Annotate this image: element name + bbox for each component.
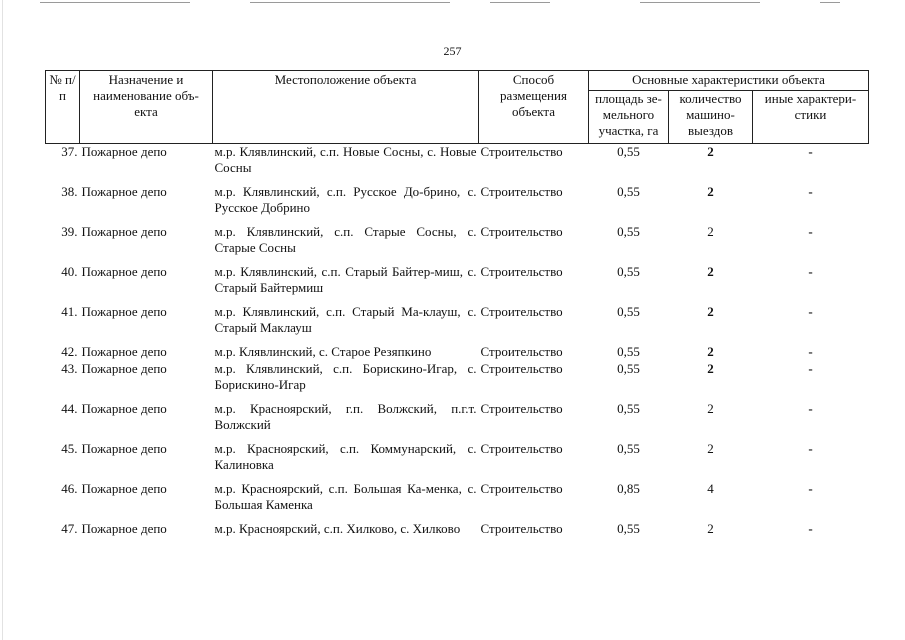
row-number: 44. xyxy=(61,401,78,416)
header-method: Способ размещения объекта xyxy=(479,71,589,144)
vehicle-count: 2 xyxy=(707,344,714,359)
header-area: площадь зе-мельного участка, га xyxy=(589,91,669,144)
land-area: 0,55 xyxy=(617,441,640,456)
row-number: 42. xyxy=(61,344,78,359)
object-name: Пожарное депо xyxy=(81,264,167,279)
object-name: Пожарное депо xyxy=(81,521,167,536)
object-location: м.р. Клявлинский, с.п. Старый Ма-клауш, с. Старый Маклауш xyxy=(214,304,477,335)
land-area: 0,55 xyxy=(617,144,640,159)
object-location: м.р. Красноярский, с.п. Коммунарский, с. Калиновка xyxy=(214,441,477,472)
vehicle-count: 2 xyxy=(707,441,714,456)
object-name: Пожарное депо xyxy=(81,344,167,359)
row-number: 37. xyxy=(61,144,78,159)
object-name: Пожарное депо xyxy=(81,224,167,239)
placement-method: Строительство xyxy=(480,224,563,239)
row-number: 38. xyxy=(61,184,78,199)
object-location: м.р. Клявлинский, с.п. Старый Байтер-миш, с. Старый Байтермиш xyxy=(214,264,477,295)
vehicle-count: 2 xyxy=(707,304,714,319)
object-location: м.р. Клявлинский, с.п. Русское До-брино, с. Русское Добрино xyxy=(214,184,477,215)
page-number: 257 xyxy=(443,44,462,58)
header-other: иные характери-стики xyxy=(753,91,869,144)
other-characteristics: - xyxy=(808,144,813,159)
other-characteristics: - xyxy=(808,441,813,456)
table-row xyxy=(46,521,869,545)
header-vehicles: количество машино-выездов xyxy=(669,91,753,144)
table-row xyxy=(46,401,869,441)
vehicle-count: 2 xyxy=(707,184,714,199)
scan-artifact-line xyxy=(40,2,190,3)
other-characteristics: - xyxy=(808,401,813,416)
vehicle-count: 4 xyxy=(707,481,714,496)
row-number: 46. xyxy=(61,481,78,496)
land-area: 0,55 xyxy=(617,264,640,279)
table-row xyxy=(46,184,869,224)
object-location: м.р. Клявлинский, с.п. Борискино-Игар, с. Борискино-Игар xyxy=(214,361,477,392)
header-characteristics: Основные характеристики объекта xyxy=(589,71,869,91)
table-row xyxy=(46,441,869,481)
land-area: 0,55 xyxy=(617,304,640,319)
placement-method: Строительство xyxy=(480,481,563,496)
header-location: Местоположение объекта xyxy=(213,71,479,144)
header-num: № п/п xyxy=(46,71,80,144)
table-row xyxy=(46,304,869,344)
vehicle-count: 2 xyxy=(707,401,714,416)
land-area: 0,55 xyxy=(617,521,640,536)
object-location: м.р. Красноярский, г.п. Волжский, п.г.т. Волжский xyxy=(214,401,477,432)
placement-method: Строительство xyxy=(480,361,563,376)
object-location: м.р. Красноярский, с.п. Хилково, с. Хилково xyxy=(214,521,461,536)
placement-method: Строительство xyxy=(480,184,563,199)
table-row xyxy=(46,264,869,304)
placement-method: Строительство xyxy=(480,264,563,279)
object-name: Пожарное депо xyxy=(81,401,167,416)
land-area: 0,55 xyxy=(617,344,640,359)
object-name: Пожарное депо xyxy=(81,144,167,159)
object-name: Пожарное депо xyxy=(81,184,167,199)
other-characteristics: - xyxy=(808,361,813,376)
vehicle-count: 2 xyxy=(707,144,714,159)
object-name: Пожарное депо xyxy=(81,441,167,456)
placement-method: Строительство xyxy=(480,521,563,536)
scan-artifact-line xyxy=(820,2,840,3)
header-name: Назначение и наименование объ-екта xyxy=(80,71,213,144)
table-row xyxy=(46,144,869,185)
object-location: м.р. Красноярский, с.п. Большая Ка-менка, с. Большая Каменка xyxy=(214,481,477,512)
vehicle-count: 2 xyxy=(707,264,714,279)
placement-method: Строительство xyxy=(480,344,563,359)
scan-left-edge xyxy=(2,0,3,640)
land-area: 0,55 xyxy=(617,224,640,239)
other-characteristics: - xyxy=(808,481,813,496)
row-number: 39. xyxy=(61,224,78,239)
table-row xyxy=(46,481,869,521)
table-row xyxy=(46,361,869,401)
other-characteristics: - xyxy=(808,264,813,279)
other-characteristics: - xyxy=(808,521,813,536)
object-location: м.р. Клявлинский, с.п. Новые Сосны, с. Новые Сосны xyxy=(214,144,477,175)
scan-artifact-line xyxy=(490,2,550,3)
row-number: 47. xyxy=(61,521,78,536)
vehicle-count: 2 xyxy=(707,224,714,239)
placement-method: Строительство xyxy=(480,144,563,159)
object-location: м.р. Клявлинский, с. Старое Резяпкино xyxy=(214,344,432,359)
objects-table xyxy=(45,70,869,545)
table-row xyxy=(46,224,869,264)
other-characteristics: - xyxy=(808,344,813,359)
object-name: Пожарное депо xyxy=(81,361,167,376)
scan-artifact-line xyxy=(250,2,450,3)
land-area: 0,55 xyxy=(617,401,640,416)
object-name: Пожарное депо xyxy=(81,481,167,496)
land-area: 0,55 xyxy=(617,184,640,199)
row-number: 40. xyxy=(61,264,78,279)
placement-method: Строительство xyxy=(480,401,563,416)
table-row xyxy=(46,344,869,361)
other-characteristics: - xyxy=(808,304,813,319)
vehicle-count: 2 xyxy=(707,521,714,536)
land-area: 0,85 xyxy=(617,481,640,496)
other-characteristics: - xyxy=(808,184,813,199)
vehicle-count: 2 xyxy=(707,361,714,376)
row-number: 45. xyxy=(61,441,78,456)
object-name: Пожарное депо xyxy=(81,304,167,319)
object-location: м.р. Клявлинский, с.п. Старые Сосны, с. Старые Сосны xyxy=(214,224,477,255)
row-number: 41. xyxy=(61,304,78,319)
placement-method: Строительство xyxy=(480,441,563,456)
row-number: 43. xyxy=(61,361,78,376)
placement-method: Строительство xyxy=(480,304,563,319)
land-area: 0,55 xyxy=(617,361,640,376)
scan-artifact-line xyxy=(640,2,760,3)
other-characteristics: - xyxy=(808,224,813,239)
